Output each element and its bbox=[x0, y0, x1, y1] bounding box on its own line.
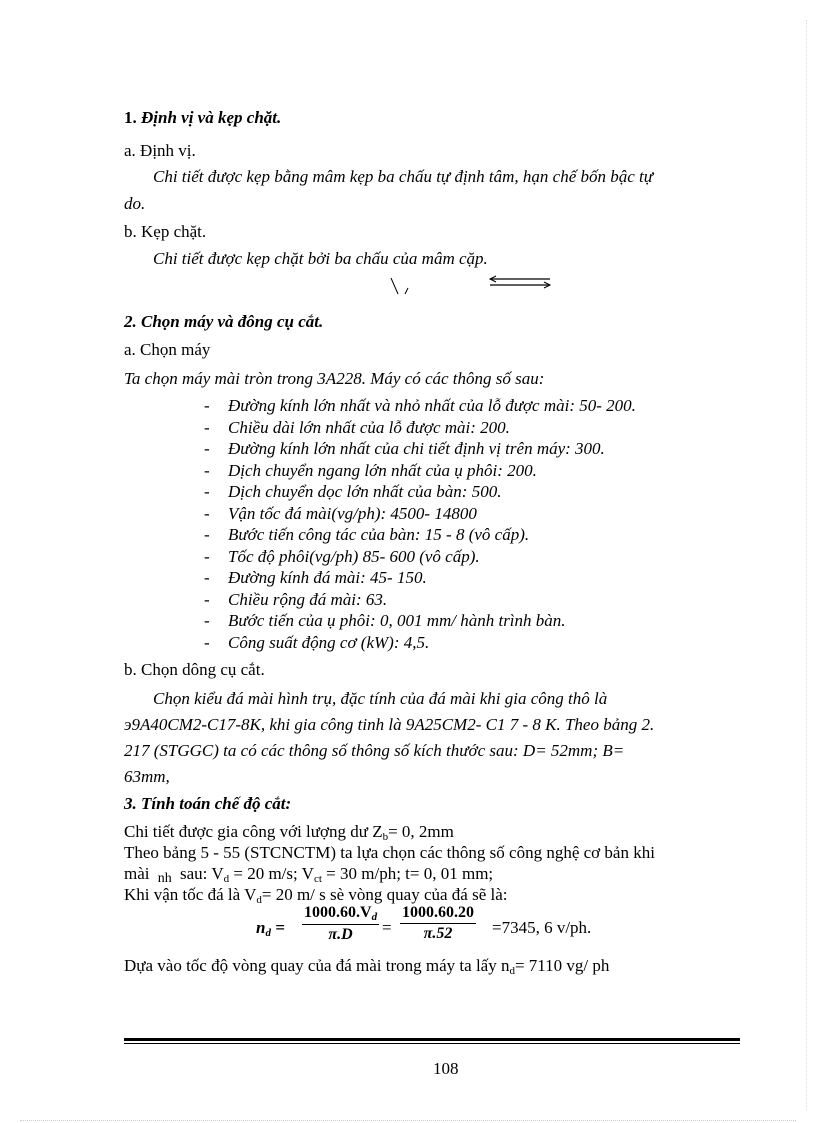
list-bullet: - bbox=[204, 568, 210, 587]
clamp-symbol-icon bbox=[388, 276, 418, 298]
list-item: Đường kính lớn nhất và nhỏ nhất của lỗ được mài: 50- 200. bbox=[228, 396, 636, 415]
section-1a-text-line1: Chi tiết được kẹp bằng mâm kẹp ba chấu tự định tâm, hạn chế bốn bậc tự bbox=[153, 167, 654, 186]
list-item: Dịch chuyển ngang lớn nhất của ụ phôi: 200. bbox=[228, 460, 537, 480]
formula-fraction-2: $\frac{1000.60.20}{\pi.52}$ bbox=[402, 904, 474, 942]
section-1-heading: 1. Định vị và kẹp chặt. bbox=[124, 108, 282, 127]
section-3-line4: Khi vận tốc đá là $V_d= 20$ m/ s sè vòng quay của đá sẽ là: bbox=[124, 885, 508, 906]
section-2b-text-line2: э9A40CM2-C17-8K, khi gia công tinh là 9A25CM2- C1 7 - 8 K. Theo bảng 2. bbox=[124, 715, 655, 734]
section-3-line2: Theo bảng 5 - 55 (STCNCTM) ta lựa chọn các thông số công nghệ cơ bản khi bbox=[124, 843, 655, 862]
list-item: Chiều dài lớn nhất của lỗ được mài: 200. bbox=[228, 417, 510, 437]
list-bullet: - bbox=[204, 525, 210, 544]
section-1b-text: Chi tiết được kẹp chặt bởi ba chấu của mâm cặp. bbox=[153, 249, 488, 268]
section-3-line5: Dựa vào tốc độ vòng quay của đá mài trong máy ta lấy $n_d= 7110$ vg/ ph bbox=[124, 956, 610, 977]
list-bullet: - bbox=[204, 611, 210, 630]
list-bullet: - bbox=[204, 396, 210, 415]
list-item: Đường kính đá mài: 45- 150. bbox=[228, 568, 427, 587]
footer-rule-thick bbox=[124, 1038, 740, 1041]
list-bullet: - bbox=[204, 482, 210, 501]
section-1b-title: b. Kẹp chặt. bbox=[124, 222, 207, 241]
list-bullet: - bbox=[204, 546, 210, 566]
list-item: Vận tốc đá mài(vg/ph): 4500- 14800 bbox=[228, 503, 477, 523]
list-bullet: - bbox=[204, 439, 210, 458]
list-bullet: - bbox=[204, 589, 210, 609]
list-item: Bước tiến công tác của bàn: 15 - 8 (vô cấp). bbox=[228, 525, 530, 544]
formula-result: =7345, 6 v/ph. bbox=[492, 918, 592, 937]
section-2-heading: 2. Chọn máy và đông cụ cắt. bbox=[124, 312, 324, 331]
section-3-line1: Chi tiết được gia công với lượng dư $Z_b= 0$, 2mm bbox=[124, 822, 454, 843]
list-item: Bước tiến của ụ phôi: 0, 001 mm/ hành trình bàn. bbox=[228, 611, 566, 630]
section-2b-text-line1: Chọn kiểu đá mài hình trụ, đặc tính của đá mài khi gia công thô là bbox=[153, 689, 608, 708]
section-3-heading: 3. Tính toán chế độ cắt: bbox=[124, 794, 292, 813]
list-item: Công suất động cơ (kW): 4,5. bbox=[228, 632, 430, 652]
list-item: Chiều rộng đá mài: 63. bbox=[228, 589, 388, 609]
section-2b-title: b. Chọn dông cụ cắt. bbox=[124, 660, 265, 679]
list-item: Dịch chuyển dọc lớn nhất của bàn: 500. bbox=[228, 482, 502, 501]
list-bullet: - bbox=[204, 503, 210, 523]
list-item: Tốc độ phôi(vg/ph) 85- 600 (vô cấp). bbox=[228, 546, 480, 566]
list-item: Đường kính lớn nhất của chi tiết định vị trên máy: 300. bbox=[228, 439, 605, 458]
double-arrow-icon bbox=[486, 274, 554, 290]
section-1a-text-line2: do. bbox=[124, 194, 146, 213]
footer-rule-thin bbox=[124, 1043, 740, 1044]
section-2b-text-line3: 217 (STGGC) ta có các thông số thông số kích thước sau: D= 52mm; B= bbox=[124, 741, 625, 760]
list-bullet: - bbox=[204, 417, 210, 437]
section-1a-title: a. Định vị. bbox=[124, 141, 196, 160]
section-2a-intro: Ta chọn máy mài tròn trong 3A228. Máy có các thông số sau: bbox=[124, 369, 545, 388]
section-2b-text-line4: 63mm, bbox=[124, 767, 170, 786]
page-border-bottom bbox=[20, 1120, 796, 1121]
formula-equals: = bbox=[382, 918, 392, 937]
section-3-line3: mài nh sau: $V_d = 20$ m/s; $V_{ct} = 30$ m/ph; t= 0, 01 mm; bbox=[124, 864, 494, 886]
page-border-right bbox=[806, 20, 807, 1110]
list-bullet: - bbox=[204, 632, 210, 652]
section-2a-title: a. Chọn máy bbox=[124, 340, 211, 359]
page-number: 108 bbox=[433, 1059, 459, 1078]
formula-fraction-1: $\frac{1000.60.V_d}{\pi.D}$ bbox=[304, 904, 378, 943]
formula-lhs: $n_d$ = bbox=[256, 918, 285, 939]
list-bullet: - bbox=[204, 460, 210, 480]
